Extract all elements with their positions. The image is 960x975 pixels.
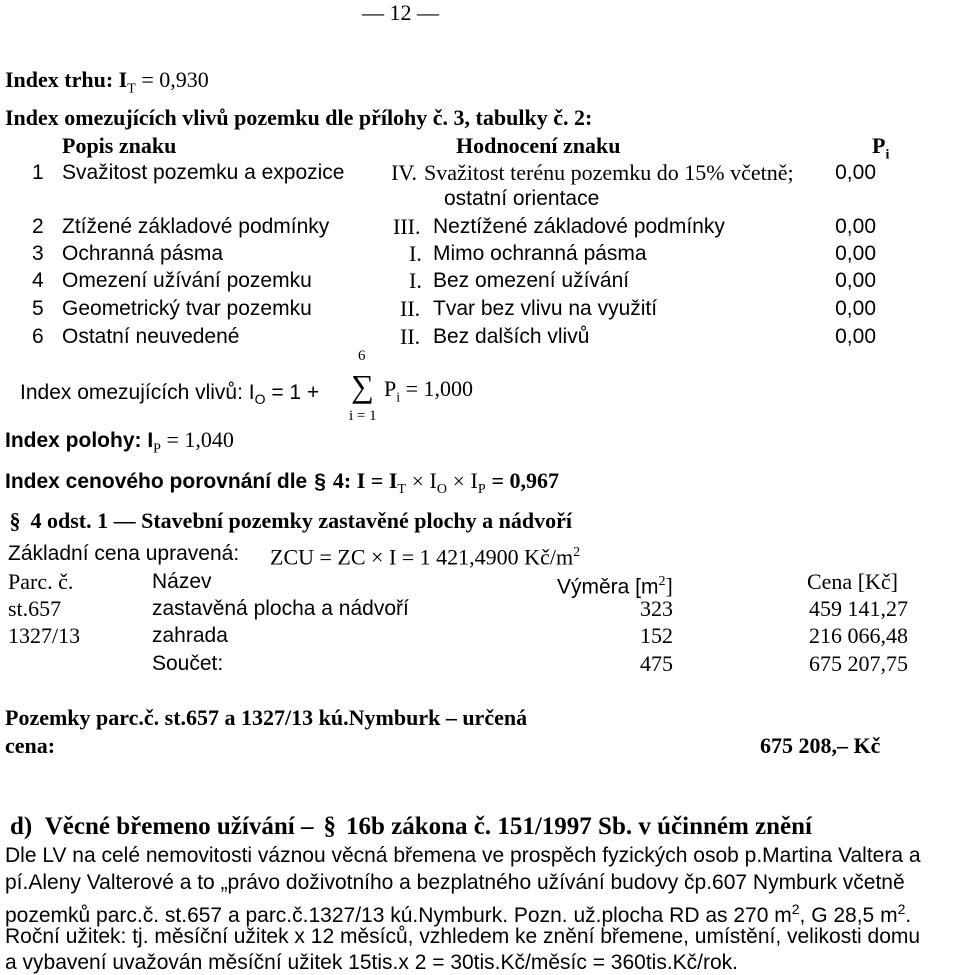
factor-popis: Ztížené základové podmínky xyxy=(62,215,330,238)
index-polohy-sub: P xyxy=(153,441,161,457)
factor-num: 5 xyxy=(32,297,44,320)
factor-hodnoceni-line2: ostatní orientace xyxy=(444,187,600,210)
times-icon: × xyxy=(452,469,465,493)
index-polohy-value: = 1,040 xyxy=(160,427,234,452)
parcel-nazev: zahrada xyxy=(152,624,228,647)
parcel-total-label: Součet: xyxy=(152,652,224,675)
factor-roman: I. xyxy=(409,241,422,266)
factor-value: 0,00 xyxy=(835,215,876,238)
factor-popis: Svažitost pozemku a expozice xyxy=(62,161,345,184)
subsection-title: Stavební pozemky zastavěné plochy a nádvoří xyxy=(141,508,572,533)
paragraph-line: pí.Aleny Valterové a to „právo doživotního a bezplatného užívání budovy čp.607 Nymburk včetně xyxy=(5,871,905,894)
subsection-dash: — xyxy=(113,508,136,533)
index-cenoveho-i3: I xyxy=(470,468,478,493)
index-polohy-label: Index polohy: I xyxy=(5,429,154,452)
factor-roman: I. xyxy=(409,268,422,293)
factor-num: 4 xyxy=(32,269,44,292)
paragraph-sup: 2 xyxy=(791,901,800,917)
parcel-cena: 459 141,27 xyxy=(809,596,908,621)
index-cenoveho-sub-t: T xyxy=(397,482,406,498)
zakladni-cena-label: Základní cena upravená: xyxy=(8,542,240,565)
index-omezujicich-label xyxy=(20,380,319,412)
parcel-total-cena: 675 207,75 xyxy=(809,651,908,676)
index-cenoveho-sub-o: O xyxy=(436,482,447,498)
index-cenoveho-label: Index cenového porovnání dle xyxy=(5,470,308,493)
index-cenoveho-i2: I xyxy=(429,468,437,493)
factor-value: 0,00 xyxy=(835,325,876,348)
parcel-cislo: 1327/13 xyxy=(8,623,81,648)
section-symbol-icon: § xyxy=(9,508,21,533)
parcel-header-vymera-text: Výměra [m xyxy=(557,575,659,599)
factor-num: 1 xyxy=(32,161,44,184)
parcel-vymera: 323 xyxy=(640,596,673,621)
index-omezujicich-eq: = 1 + xyxy=(265,381,320,404)
zakladni-cena-formula-b: I = 1 421,4900 Kč/m xyxy=(388,544,574,570)
section-symbol-icon: § xyxy=(314,470,326,493)
parcel-cena: 216 066,48 xyxy=(809,623,908,648)
parcel-total-vymera: 475 xyxy=(640,651,673,676)
factor-num: 6 xyxy=(32,325,44,348)
section-symbol-icon: § xyxy=(323,813,336,840)
page-number: — 12 — xyxy=(362,0,439,25)
parcel-header-parc: Parc. č. xyxy=(8,569,74,594)
paragraph-line3-a: pozemků parc.č. st.657 a parc.č.1327/13 kú.Nymburk. Pozn. už.plocha RD as 270 m xyxy=(5,904,792,927)
section-d-heading xyxy=(10,812,812,842)
parcel-vymera: 152 xyxy=(640,623,673,648)
sum-bottom: i = 1 xyxy=(349,408,377,424)
paragraph-line: Dle LV na celé nemovitosti váznou věcná břemena ve prospěch fyzických osob p.Martina Valtera a xyxy=(5,844,921,867)
factor-value: 0,00 xyxy=(835,297,876,320)
factor-popis: Omezení užívání pozemku xyxy=(62,269,312,292)
factor-hodnoceni: Tvar bez vlivu na využití xyxy=(433,297,658,320)
pozemky-line1: Pozemky parc.č. st.657 a 1327/13 kú.Nymburk – určená xyxy=(5,705,528,730)
parcel-nazev: zastavěná plocha a nádvoří xyxy=(152,597,409,620)
factor-roman: II. xyxy=(400,324,421,349)
section-d-tail: v účinném znění xyxy=(638,813,812,840)
zakladni-cena-formula-a: ZCU = ZC xyxy=(270,544,366,570)
header-popis: Popis znaku xyxy=(62,133,177,158)
index-cenoveho-ref: 4: I = I xyxy=(332,468,398,493)
factor-popis: Ochranná pásma xyxy=(62,242,224,265)
sum-p: P xyxy=(384,376,397,401)
parcel-header-vymera-sup: 2 xyxy=(658,574,666,589)
index-cenoveho-value: = 0,967 xyxy=(491,468,560,493)
factor-hodnoceni: Bez omezení užívání xyxy=(433,269,630,292)
factor-roman: IV. xyxy=(391,160,417,185)
factor-roman: II. xyxy=(400,296,421,321)
factor-value: 0,00 xyxy=(835,161,876,184)
factor-num: 2 xyxy=(32,215,44,238)
section-d-letter: d) xyxy=(10,813,33,840)
index-trhu-label: Index trhu: I xyxy=(5,67,128,92)
times-icon: × xyxy=(411,469,424,493)
section-d-title: Věcné břemeno užívání – xyxy=(44,813,314,840)
sum-top: 6 xyxy=(358,348,366,364)
factor-popis: Geometrický tvar pozemku xyxy=(62,297,312,320)
factor-hodnoceni: Neztížené základové podmínky xyxy=(433,215,725,238)
index-omezujicich-text: Index omezujících vlivů: I xyxy=(20,381,255,404)
subsection-ref: 4 odst. 1 xyxy=(30,508,109,533)
zakladni-cena-formula xyxy=(270,540,580,570)
paragraph-sup: 2 xyxy=(897,901,906,917)
factor-hodnoceni: Svažitost terénu pozemku do 15% včetně; xyxy=(424,160,794,185)
parcel-header-nazev: Název xyxy=(152,570,212,593)
sigma-symbol: ∑ xyxy=(351,368,374,404)
index-cenoveho-sub-p: P xyxy=(477,482,486,498)
sum-p-sub: i xyxy=(396,390,401,406)
section-heading: Index omezujících vlivů pozemku dle přílohy č. 3, tabulky č. 2: xyxy=(5,105,593,130)
pozemky-value: 675 208,– Kč xyxy=(760,733,881,758)
factor-hodnoceni: Bez dalších vlivů xyxy=(433,325,590,348)
factor-roman: III. xyxy=(393,214,421,239)
factor-popis: Ostatní neuvedené xyxy=(62,325,240,348)
paragraph-line: Roční užitek: tj. měsíční užitek x 12 měsíců, vzhledem ke znění břemene, umístění, velikosti domu xyxy=(5,925,921,948)
header-p-sub: i xyxy=(885,147,890,163)
index-omezujicich-value: = 1,000 xyxy=(400,376,474,401)
parcel-header-vymera-end: ] xyxy=(665,573,673,599)
parcel-header-cena: Cena [Kč] xyxy=(806,569,898,594)
index-cenoveho xyxy=(5,468,559,502)
index-polohy xyxy=(5,427,234,462)
index-trhu-sub: T xyxy=(127,81,136,97)
factor-hodnoceni: Mimo ochranná pásma xyxy=(433,242,647,265)
header-p: P xyxy=(872,133,886,158)
paragraph-line: a vybavení uvažován měsíční užitek 15tis.x 2 = 30tis.Kč/měsíc = 360tis.Kč/rok. xyxy=(5,951,739,974)
zakladni-cena-sup: 2 xyxy=(573,545,581,560)
paragraph-line3-c: . xyxy=(905,904,912,927)
paragraph-line3-b: , G 28,5 m xyxy=(799,904,898,927)
index-trhu-value: = 0,930 xyxy=(135,67,209,92)
section-d-ref: 16b zákona č. 151/1997 Sb. xyxy=(345,813,633,840)
pozemky-line2: cena: xyxy=(5,733,56,758)
header-hodnoceni: Hodnocení znaku xyxy=(456,133,621,158)
index-trhu xyxy=(5,67,209,102)
subsection-heading xyxy=(5,508,572,534)
index-omezujicich-sub: O xyxy=(254,391,266,408)
factor-value: 0,00 xyxy=(835,242,876,265)
factor-value: 0,00 xyxy=(835,269,876,292)
parcel-cislo: st.657 xyxy=(8,596,62,621)
index-omezujicich-p xyxy=(384,376,473,411)
factor-num: 3 xyxy=(32,242,44,265)
times-icon: × xyxy=(371,544,384,570)
